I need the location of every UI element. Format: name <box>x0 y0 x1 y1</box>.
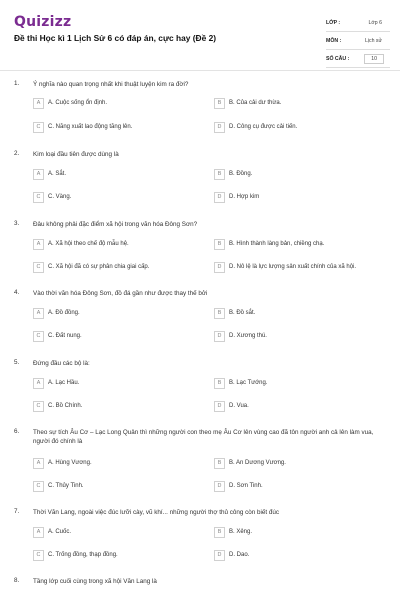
option-letter: C <box>33 401 44 412</box>
question-number: 4. <box>14 289 20 296</box>
option-letter: C <box>33 481 44 492</box>
option-b[interactable] <box>214 457 286 469</box>
option-letter: A <box>33 527 44 538</box>
option-c[interactable] <box>33 480 84 492</box>
option-letter: C <box>33 192 44 203</box>
option-b[interactable] <box>214 307 255 319</box>
option-text: C. Trống đồng, thạp đồng. <box>48 552 118 558</box>
meta-value: 10 <box>364 54 384 64</box>
option-letter: B <box>214 98 225 109</box>
meta-label: SỐ CÂU : <box>326 55 350 62</box>
option-text: A. Đồ đồng. <box>48 310 80 316</box>
option-text: C. Xã hội đã có sự phân chia giai cấp. <box>48 264 150 270</box>
option-d[interactable] <box>214 549 249 561</box>
header <box>0 0 400 68</box>
option-letter: A <box>33 458 44 469</box>
option-letter: B <box>214 169 225 180</box>
option-letter: D <box>214 550 225 561</box>
option-d[interactable] <box>214 261 356 273</box>
option-text: A. Sắt. <box>48 171 67 177</box>
option-text: B. Đồ sắt. <box>229 310 256 316</box>
option-letter: D <box>214 331 225 342</box>
meta-label: LỚP : <box>326 19 341 26</box>
option-text: D. Hợp kim <box>229 194 260 200</box>
question-text: Vào thời văn hóa Đông Sơn, đồ đá gần như được thay thế bởi <box>33 290 208 297</box>
option-text: C. Vàng. <box>48 194 72 200</box>
option-letter: D <box>214 481 225 492</box>
option-text: C. Đất nung. <box>48 333 82 339</box>
question-number: 1. <box>14 80 20 87</box>
meta-value: Lớp 6 <box>368 19 382 26</box>
question-number: 3. <box>14 220 20 227</box>
option-b[interactable] <box>214 168 252 180</box>
option-letter: B <box>214 308 225 319</box>
option-letter: B <box>214 239 225 250</box>
option-text: D. Nô lệ là lực lượng sản xuất chính của xã hội. <box>229 264 357 270</box>
option-letter: B <box>214 458 225 469</box>
option-text: A. Lạc Hầu. <box>48 380 80 386</box>
option-text: B. Đồng. <box>229 171 253 177</box>
option-text: A. Xã hội theo chế độ mẫu hệ. <box>48 241 129 247</box>
question-number: 6. <box>14 428 20 435</box>
meta-label: MÔN : <box>326 37 342 44</box>
option-c[interactable] <box>33 400 82 412</box>
question-number: 8. <box>14 577 20 584</box>
option-a[interactable] <box>33 238 129 250</box>
option-text: B. Xẻng. <box>229 529 253 535</box>
option-text: D. Sơn Tinh. <box>229 483 263 489</box>
option-letter: A <box>33 378 44 389</box>
option-letter: D <box>214 401 225 412</box>
option-text: D. Công cụ được cải tiến. <box>229 124 298 130</box>
option-d[interactable] <box>214 400 249 412</box>
meta-question-count <box>326 50 390 68</box>
option-a[interactable] <box>33 457 92 469</box>
option-text: D. Dao. <box>229 552 250 558</box>
option-b[interactable] <box>214 377 268 389</box>
option-c[interactable] <box>33 261 149 273</box>
question-text: Tầng lớp cuối cùng trong xã hội Văn Lang là <box>33 578 157 585</box>
option-text: A. Cuộc sống ổn định. <box>48 100 108 106</box>
question-text: Ý nghĩa nào quan trọng nhất khi thuật luyện kim ra đời? <box>33 81 189 88</box>
question-text: Kim loại đầu tiên được dùng là <box>33 151 119 158</box>
option-c[interactable] <box>33 121 132 133</box>
exam-meta <box>326 14 390 68</box>
option-letter: A <box>33 308 44 319</box>
option-d[interactable] <box>214 330 267 342</box>
option-text: B. Hình thành làng bản, chiềng chạ. <box>229 241 325 247</box>
option-c[interactable] <box>33 191 71 203</box>
meta-value: Lịch sử <box>364 37 382 44</box>
question-number: 5. <box>14 359 20 366</box>
option-text: D. Xương thú. <box>229 333 267 339</box>
option-text: C. Thủy Tinh. <box>48 483 84 489</box>
option-letter: B <box>214 378 225 389</box>
option-a[interactable] <box>33 377 79 389</box>
option-letter: D <box>214 262 225 273</box>
question-text: Đâu không phải đặc điểm xã hội trong văn hóa Đông Sơn? <box>33 221 198 228</box>
question-text: Thời Văn Lang, ngoài việc đúc lưỡi cày, vũ khí... những người thợ thủ công còn biết đúc <box>33 509 280 516</box>
question-text: Đứng đầu các bộ là: <box>33 360 90 367</box>
option-b[interactable] <box>214 526 252 538</box>
option-d[interactable] <box>214 121 297 133</box>
option-text: B. Của cải dư thừa. <box>229 100 282 106</box>
option-letter: D <box>214 192 225 203</box>
option-a[interactable] <box>33 97 107 109</box>
option-letter: B <box>214 527 225 538</box>
option-letter: D <box>214 122 225 133</box>
option-text: C. Bồ Chính. <box>48 403 83 409</box>
option-a[interactable] <box>33 168 66 180</box>
option-letter: C <box>33 331 44 342</box>
option-text: D. Vua. <box>229 403 249 409</box>
option-text: A. Cuốc. <box>48 529 72 535</box>
option-a[interactable] <box>33 307 80 319</box>
option-b[interactable] <box>214 97 281 109</box>
question-text: Theo sự tích Âu Cơ – Lạc Long Quân thì những người con theo mẹ Âu Cơ lên vùng cao đã tôn người anh cả lên làm vua, người đó chính là <box>33 429 374 445</box>
option-letter: C <box>33 122 44 133</box>
option-b[interactable] <box>214 238 324 250</box>
option-c[interactable] <box>33 549 118 561</box>
meta-class <box>326 14 390 32</box>
option-a[interactable] <box>33 526 71 538</box>
exam-title: Đề thi Học kì 1 Lịch Sử 6 có đáp án, cực hay (Đề 2) <box>14 33 217 43</box>
option-d[interactable] <box>214 480 263 492</box>
option-letter: C <box>33 262 44 273</box>
quizizz-logo: Quizizz <box>14 14 72 30</box>
option-text: B. An Dương Vương. <box>229 460 286 466</box>
option-text: A. Hùng Vương. <box>48 460 92 466</box>
question-number: 2. <box>14 150 20 157</box>
option-letter: A <box>33 239 44 250</box>
option-letter: A <box>33 98 44 109</box>
header-divider <box>0 70 400 71</box>
option-d[interactable] <box>214 191 259 203</box>
option-c[interactable] <box>33 330 82 342</box>
option-letter: A <box>33 169 44 180</box>
meta-subject <box>326 32 390 50</box>
option-letter: C <box>33 550 44 561</box>
option-text: B. Lạc Tướng. <box>229 380 268 386</box>
question-number: 7. <box>14 508 20 515</box>
option-text: C. Năng xuất lao động tăng lên. <box>48 124 133 130</box>
